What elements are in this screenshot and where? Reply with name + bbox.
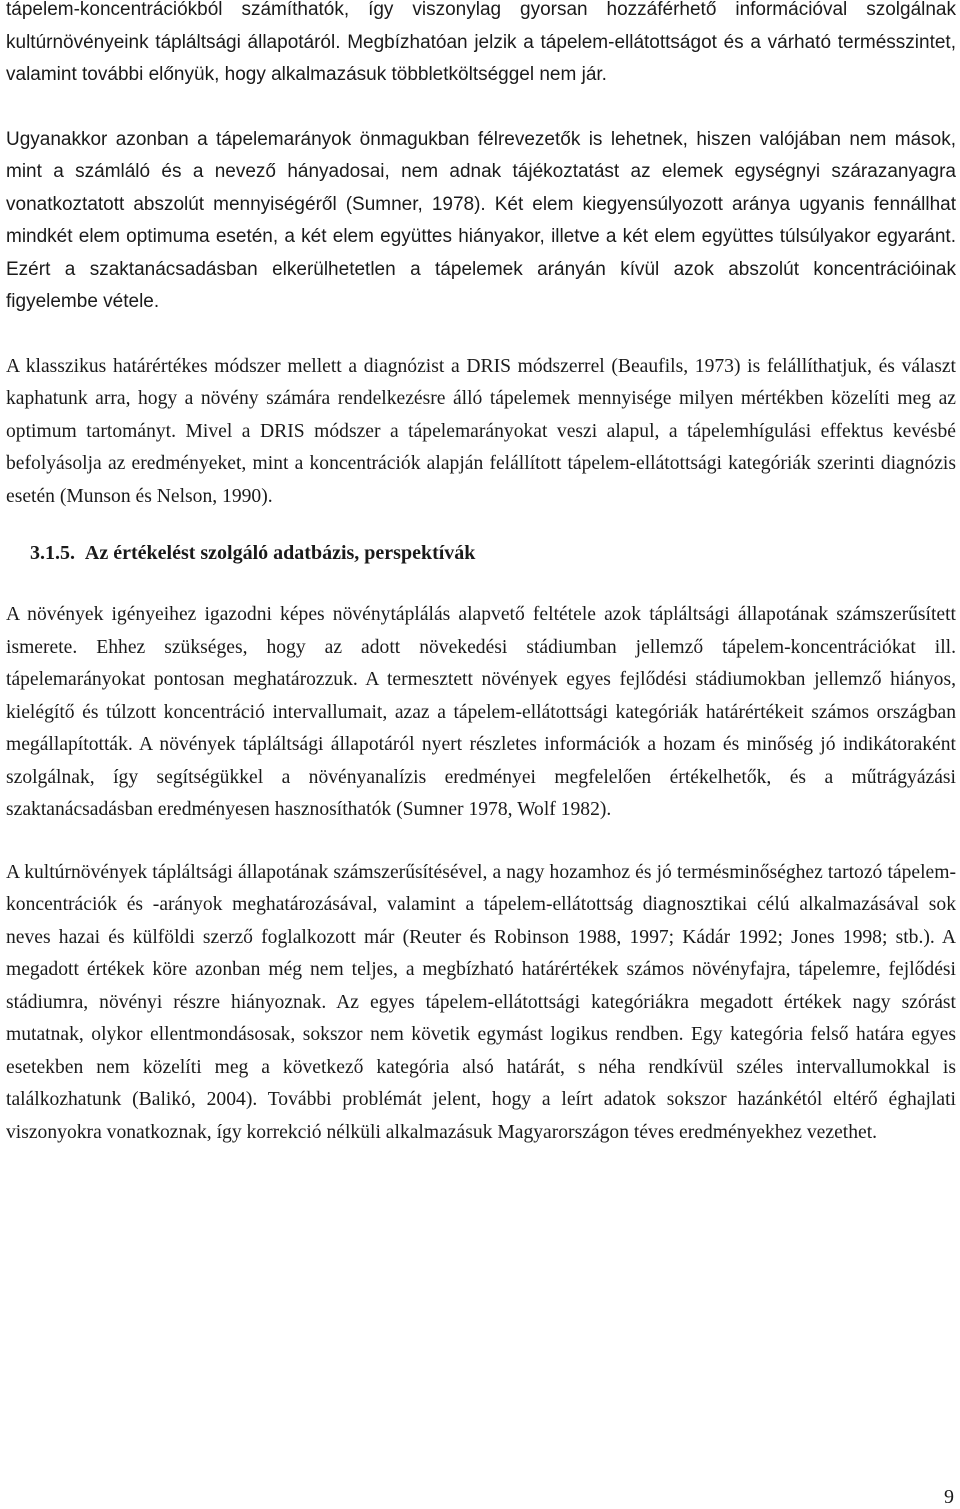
paragraph-crop-nutrition-status: A kultúrnövények tápláltsági állapotának számszerűsítésével, a nagy hozamhoz és jó termésminőséghez tartozó tápelem-koncentrációk és -arányok meghatározásával, valamint a tápelem-ellátottság diagnosztikai célú alkalmazásával sok neves hazai és külföldi szerző foglalkozott már (Reuter és Robinson 1988, 1997; Kádár 1992; Jones 1998; stb.). A megadott értékek köre azonban még nem teljes, a megbízható határértékek számos növényfajra, tápelemre, fejlődési stádiumra, növényi részre hiányoznak. Az egyes tápelem-ellátottsági kategóriákra megadott értékek nagy szórást mutatnak, olykor ellentmondásosak, sokszor nem követik egymást logikus rendben. Egy kategória felső határa egyes esetekben nem közelíti meg a következő kategória alsó határát, s néha rendkívül széles intervallumokkal is találkozhatunk (Balikó, 2004). További problémát jelent, hogy a leírt adatok sokszor hazánkétól eltérő éghajlati viszonyokra vonatkoznak, így korrekció nélküli alkalmazásuk Magyarországon téves eredményekhez vezethet.	[6, 861, 956, 1143]
section-title: Az értékelést szolgáló adatbázis, perspektívák	[84, 542, 476, 564]
document-page	[6, 0, 956, 1149]
paragraph-dris-method: A klasszikus határértékes módszer mellett a diagnózist a DRIS módszerrel (Beaufils, 1973) is felállíthatjuk, és választ kaphatunk arra, hogy a növény számára rendelkezésre álló tápelemek mennyisége milyen mértékben közelíti meg az optimum tartományt. Mivel a DRIS módszer a tápelemarányokat veszi alapul, a tápelemhígulási effektus kevésbé befolyásolja az eredményeket, mint a koncentrációk alapján felállított tápelem-ellátottsági kategóriák szerinti diagnózis esetén (Munson és Nelson, 1990).	[6, 355, 956, 507]
section-number: 3.1.5.	[30, 542, 75, 564]
section-heading	[6, 537, 956, 569]
paragraph-plant-nutrition: A növények igényeihez igazodni képes növénytáplálás alapvető feltétele azok tápláltsági állapotának számszerűsített ismerete. Ehhez szükséges, hogy az adott növekedési stádiumban jellemző tápelem-koncentrációkat ill. tápelemarányokat pontosan meghatározzuk. A termesztett növények egyes fejlődési stádiumokban jellemző hiányos, kielégítő és túlzott koncentráció intervallumait, azaz a tápelem-ellátottsági kategóriák határértékeit számos országban megállapították. A növények tápláltsági állapotáról nyert részletes információk a hozam és minőség jó indikátoraként szolgálnak, így segítségükkel a növényanalízis eredményei megfelelően értékelhetők, és a műtrágyázási szaktanácsadásban eredményesen hasznosíthatók (Sumner 1978, Wolf 1982).	[6, 604, 956, 820]
paragraph-continued: tápelem-koncentrációkból számíthatók, így viszonylag gyorsan hozzáférhető információval szolgálnak kultúrnövényeink tápláltsági állapotáról. Megbízhatóan jelzik a tápelem-ellátottságot és a várható termésszintet, valamint további előnyük, hogy alkalmazásuk többletköltséggel nem jár.	[6, 0, 956, 85]
paragraph-nutrient-ratios: Ugyanakkor azonban a tápelemarányok önmagukban félrevezetők is lehetnek, hiszen valójában nem mások, mint a számláló és a nevező hányadosai, nem adnak tájékoztatást az elemek egységnyi szárazanyagra vonatkoztatott abszolút mennyiségéről (Sumner, 1978). Két elem kiegyensúlyozott aránya ugyanis fennállhat mindkét elem optimuma esetén, a két elem együttes hiányakor, illetve a két elem együttes túlsúlyakor egyaránt. Ezért a szaktanácsadásban elkerülhetetlen a tápelemek arányán kívül azok abszolút koncentrációinak figyelembe vétele.	[6, 128, 956, 312]
page-number: 9	[944, 1486, 954, 1508]
